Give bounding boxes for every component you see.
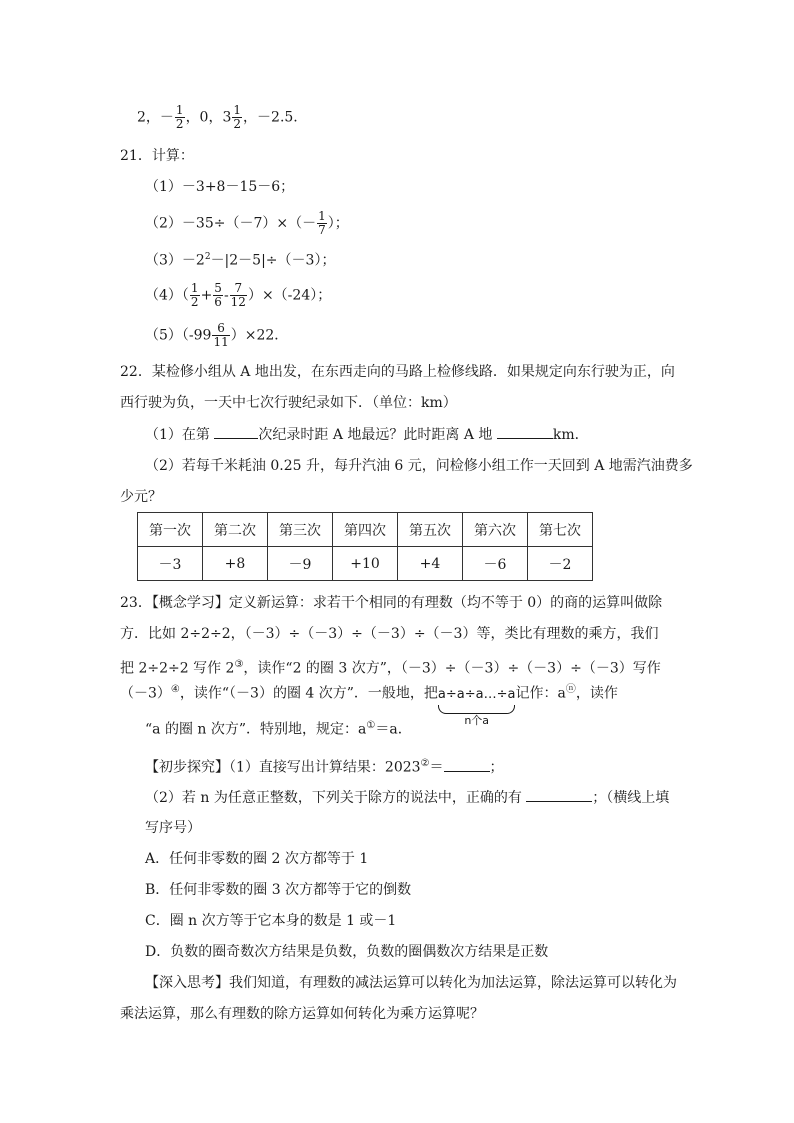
table-cell: －9 <box>268 547 333 581</box>
answer-blank[interactable] <box>214 424 258 439</box>
q23-line5: “a 的圈 n 次方”．特别地，规定：a①＝a． <box>145 720 412 738</box>
fraction: $\frac{5}{6}$ <box>214 281 222 309</box>
answer-blank[interactable] <box>526 787 592 802</box>
q23-line1: 23．【概念学习】定义新运算：求若干个相同的有理数（均不等于 0）的商的运算叫做除 <box>120 595 663 611</box>
q23-line10: 乘法运算，那么有理数的除方运算如何转化为乘方运算呢？ <box>120 1006 484 1022</box>
table-header-cell: 第四次 <box>333 513 398 547</box>
fraction: $\frac{1}{2}$ <box>190 281 199 309</box>
table-cell: +8 <box>203 547 268 581</box>
table-cell: －2 <box>528 547 593 581</box>
q23-line3: 把 2÷2÷2 写作 2③，读作“2 的圈 3 次方”，（－3）÷（－3）÷（－3）÷（－3）写作 <box>120 659 661 677</box>
table-row <box>138 513 593 547</box>
q21-part5: （5）（-99 $\frac{6}{11}$ ）×22． <box>145 321 289 349</box>
q21-part4: （4）（ $\frac{1}{2}$ + $\frac{5}{6}$ - $\frac{7}{12}$ ）×（-24）； <box>145 281 332 309</box>
fraction: $\frac{6}{11}$ <box>213 321 229 349</box>
table-header-cell: 第五次 <box>398 513 463 547</box>
answer-blank[interactable] <box>444 757 490 772</box>
answer-blank[interactable] <box>497 424 553 439</box>
q22-line1: 22．某检修小组从 A 地出发，在东西走向的马路上检修线路．如果规定向东行驶为正，向 <box>120 364 675 380</box>
table-cell: －6 <box>463 547 528 581</box>
q23-line6: 【初步探究】（1）直接写出计算结果：2023②＝ ； <box>145 758 504 776</box>
table-header-cell: 第二次 <box>203 513 268 547</box>
table-header-cell: 第一次 <box>138 513 203 547</box>
q21-part3: $(3)-2^2-|2-5|\div(-3)$； <box>145 252 336 269</box>
fraction: $\frac{7}{12}$ <box>230 281 246 309</box>
q23-line8: 写序号） <box>145 820 201 836</box>
q22-line5: 少元？ <box>120 489 162 505</box>
q23-line7: （2）若 n 为任意正整数，下列关于除方的说法中，正确的有 ；（横线上填 <box>145 787 669 808</box>
driving-record-table <box>137 512 593 581</box>
q22-line2: 西行驶为负，一天中七次行驶纪录如下．（单位：km） <box>120 395 457 411</box>
fraction: $\frac{1}{2}$ <box>175 103 184 131</box>
fraction: $\frac{1}{2}$ <box>233 103 242 131</box>
underbrace-expression: a÷a÷a…÷a n个a <box>437 686 516 727</box>
table-header-cell: 第七次 <box>528 513 593 547</box>
option-b: B．任何非零数的圈 3 次方都等于它的倒数 <box>145 882 412 898</box>
table-cell: －3 <box>138 547 203 581</box>
option-c: C．圈 n 次方等于它本身的数是 1 或－1 <box>145 913 397 929</box>
table-cell: +4 <box>398 547 463 581</box>
q23-line9: 【深入思考】我们知道，有理数的减法运算可以转化为加法运算，除法运算可以转化为 <box>145 975 677 991</box>
q23-line2: 方．比如 2÷2÷2，（－3）÷（－3）÷（－3）÷（－3）等，类比有理数的乘方，我们 <box>120 626 659 642</box>
table-header-cell: 第三次 <box>268 513 333 547</box>
q23-line4: （－3）④，读作“（－3）的圈 4 次方”．一般地，把a÷a÷a…÷a n个a 记作：aⓝ，读作 <box>120 684 618 727</box>
table-header-cell: 第六次 <box>463 513 528 547</box>
q22-line3: （1）在第 次纪录时距 A 地最远？此时距离 A 地 km． <box>145 424 589 445</box>
table-row <box>138 547 593 581</box>
fraction: $\frac{1}{7}$ <box>318 209 326 237</box>
table-cell: +10 <box>333 547 398 581</box>
q21-part2: （2）－35÷（－7）×（－ $\frac{1}{7}$ ）； <box>145 209 349 237</box>
option-d: D．负数的圈奇数次方结果是负数，负数的圈偶数次方结果是正数 <box>145 944 549 960</box>
q21-title: 21．计算： <box>120 148 194 164</box>
q21-part1: （1）－3+8－15－6； <box>145 179 295 195</box>
q22-line4: （2）若每千米耗油 0.25 升，每升汽油 6 元，问检修小组工作一天回到 A 地需汽油费多 <box>145 458 693 474</box>
number-list: 2，－ $\frac{1}{2}$ ，0，3 $\frac{1}{2}$ ，－2.5. <box>137 103 298 131</box>
option-a: A．任何非零数的圈 2 次方都等于 1 <box>145 851 369 867</box>
